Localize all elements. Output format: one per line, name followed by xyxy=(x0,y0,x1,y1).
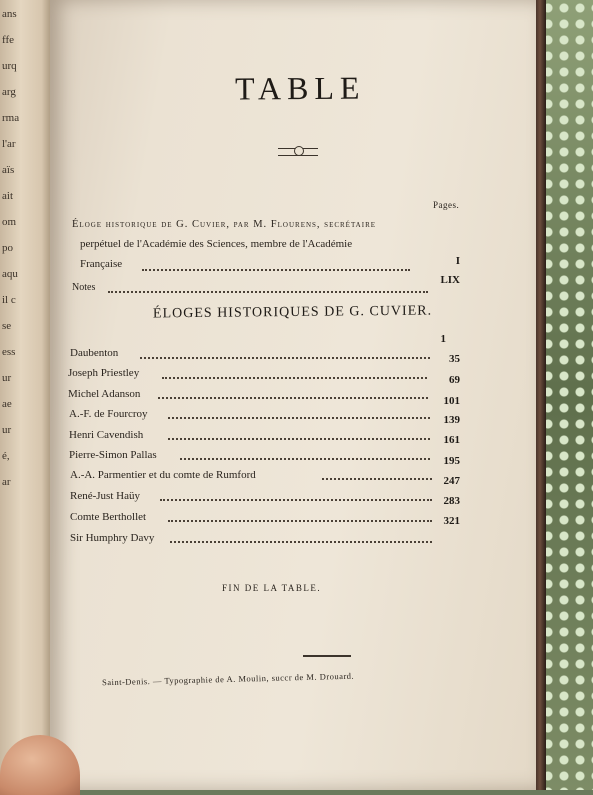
dot-leader xyxy=(170,540,432,543)
section-heading: ÉLOGES HISTORIQUES DE G. CUVIER. xyxy=(152,303,433,322)
facing-page-fragment: ess xyxy=(2,346,16,358)
dot-leader xyxy=(108,290,428,293)
dot-leader xyxy=(158,396,428,399)
toc-entry-page: 283 xyxy=(443,495,460,507)
facing-page-fragment: aqu xyxy=(2,268,18,280)
toc-entry-label: Michel Adanson xyxy=(68,388,141,400)
notes-page-number: LIX xyxy=(440,274,460,286)
facing-page-fragment: arg xyxy=(2,86,16,98)
ornament-divider xyxy=(278,148,318,156)
pages-column-label: Pages. xyxy=(433,200,460,210)
facing-page-fragment: ae xyxy=(2,398,12,410)
book-page xyxy=(50,0,536,790)
facing-page-fragment: aïs xyxy=(2,164,15,176)
dot-leader xyxy=(168,519,432,522)
dot-leader xyxy=(160,498,432,501)
facing-page-fragment: ait xyxy=(2,190,13,202)
imprint-rule xyxy=(303,655,351,657)
facing-page-fragment: ar xyxy=(2,476,11,488)
facing-page-fragment: ur xyxy=(2,424,12,436)
toc-entry-label: Joseph Priestley xyxy=(68,367,140,379)
facing-page-fragment: é, xyxy=(2,450,10,462)
end-of-table: FIN DE LA TABLE. xyxy=(222,583,322,593)
notes-label: Notes xyxy=(72,282,96,293)
intro-page-number: I xyxy=(455,255,460,267)
dot-leader xyxy=(322,477,432,480)
dot-leader xyxy=(168,416,430,419)
toc-entry-page: 1 xyxy=(440,333,446,345)
dot-leader xyxy=(162,376,427,379)
toc-entry-page: 101 xyxy=(443,395,460,407)
dot-leader xyxy=(140,356,430,359)
toc-entry-page: 195 xyxy=(443,455,460,467)
facing-page-fragment: se xyxy=(2,320,12,332)
printer-imprint: Saint-Denis. — Typographie de A. Moulin, succr de M. Drouard. xyxy=(101,670,355,688)
toc-entry-page: 247 xyxy=(443,475,460,487)
toc-entry-page: 161 xyxy=(443,434,460,446)
toc-entry-page: 139 xyxy=(443,414,460,426)
facing-page-fragment: rma xyxy=(2,112,20,124)
dot-leader xyxy=(168,437,430,440)
toc-entry-label: A.-A. Parmentier et du comte de Rumford xyxy=(70,469,256,481)
dot-leader xyxy=(142,268,410,271)
bubble-wrap-background xyxy=(540,0,593,790)
facing-page-fragment: ffe xyxy=(2,34,15,46)
facing-page-fragment: po xyxy=(2,242,13,254)
facing-page-fragment: ans xyxy=(2,8,17,20)
toc-entry-label: Pierre-Simon Pallas xyxy=(69,449,157,461)
toc-entry-page: 35 xyxy=(449,353,460,365)
facing-page-fragment: om xyxy=(2,216,17,228)
toc-entry-label: René-Just Haüy xyxy=(70,490,140,502)
toc-entry-label: Daubenton xyxy=(70,347,119,359)
intro-line-2: perpétuel de l'Académie des Sciences, membre de l'Académie xyxy=(80,238,353,250)
facing-page xyxy=(0,0,54,790)
toc-entry-page: 69 xyxy=(449,374,460,386)
toc-entry-label: Sir Humphry Davy xyxy=(70,532,155,544)
toc-entry-label: Henri Cavendish xyxy=(69,429,144,441)
page-title: TABLE xyxy=(234,69,366,107)
facing-page-fragment: l'ar xyxy=(2,138,16,150)
intro-line-1: Éloge historique de G. Cuvier, par M. Flourens, secrétaire xyxy=(72,219,377,230)
facing-page-fragment: urq xyxy=(2,60,17,72)
facing-page-fragment: ur xyxy=(2,372,12,384)
facing-page-fragment: il c xyxy=(2,294,16,306)
toc-entry-label: Comte Berthollet xyxy=(70,511,147,523)
intro-line-3: Française xyxy=(80,258,123,270)
toc-entry-label: A.-F. de Fourcroy xyxy=(69,408,148,420)
toc-entry-page: 321 xyxy=(443,515,460,527)
dot-leader xyxy=(180,457,430,460)
